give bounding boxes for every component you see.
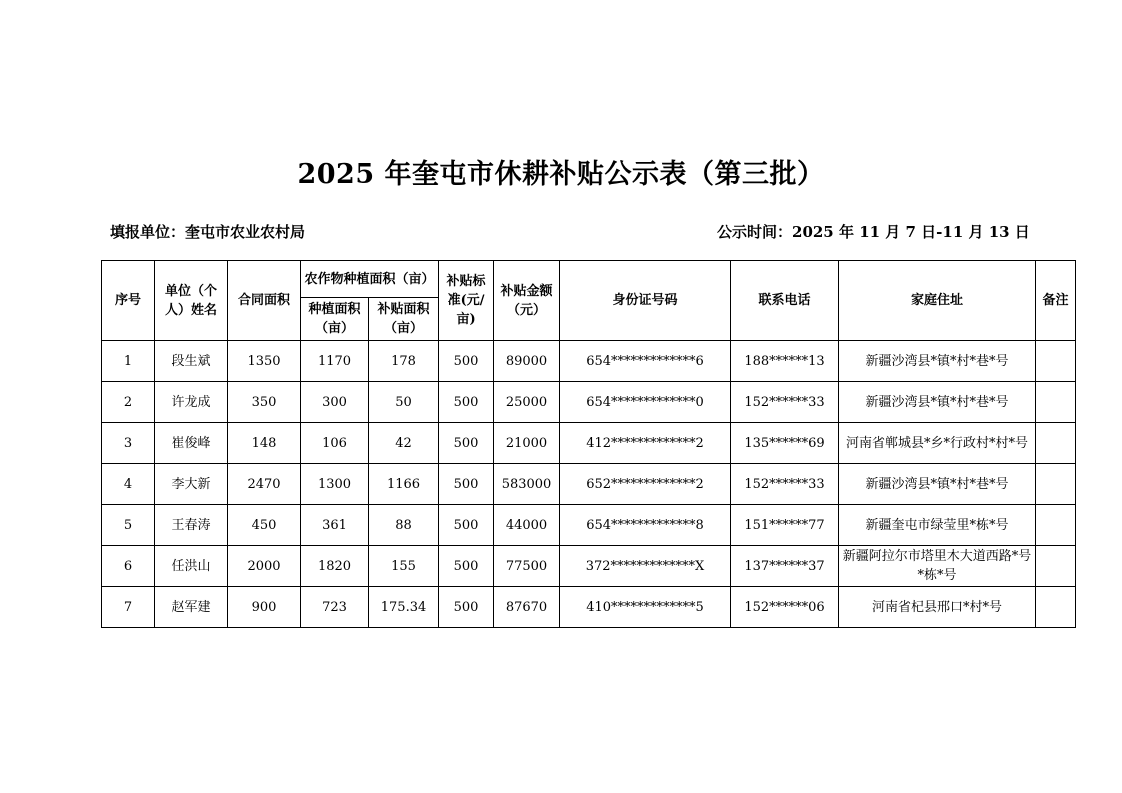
cell-plant-area: 106 [301, 423, 369, 464]
cell-phone: 152******33 [731, 464, 839, 505]
cell-note [1036, 587, 1076, 628]
cell-address: 新疆沙湾县*镇*村*巷*号 [839, 464, 1036, 505]
cell-phone: 151******77 [731, 505, 839, 546]
header-note: 备注 [1036, 261, 1076, 341]
table-row [102, 546, 1076, 587]
cell-id-no: 410*************5 [560, 587, 731, 628]
cell-contract-area: 2470 [228, 464, 301, 505]
cell-subsidy-area: 1166 [369, 464, 439, 505]
cell-name: 段生斌 [155, 341, 228, 382]
cell-amount: 77500 [494, 546, 560, 587]
table-row [102, 505, 1076, 546]
cell-standard: 500 [439, 382, 494, 423]
cell-plant-area: 1300 [301, 464, 369, 505]
cell-phone: 152******06 [731, 587, 839, 628]
cell-name: 李大新 [155, 464, 228, 505]
cell-contract-area: 900 [228, 587, 301, 628]
header-contract-area: 合同面积 [228, 261, 301, 341]
header-amount: 补贴金额（元） [494, 261, 560, 341]
header-id-no: 身份证号码 [560, 261, 731, 341]
cell-contract-area: 148 [228, 423, 301, 464]
cell-standard: 500 [439, 341, 494, 382]
cell-seq: 1 [102, 341, 155, 382]
cell-subsidy-area: 178 [369, 341, 439, 382]
header-seq: 序号 [102, 261, 155, 341]
cell-contract-area: 1350 [228, 341, 301, 382]
cell-amount: 21000 [494, 423, 560, 464]
header-name: 单位（个人）姓名 [155, 261, 228, 341]
cell-seq: 2 [102, 382, 155, 423]
cell-id-no: 652*************2 [560, 464, 731, 505]
cell-note [1036, 341, 1076, 382]
cell-name: 赵军建 [155, 587, 228, 628]
cell-plant-area: 1820 [301, 546, 369, 587]
table-body [102, 341, 1076, 628]
cell-amount: 87670 [494, 587, 560, 628]
cell-amount: 583000 [494, 464, 560, 505]
cell-amount: 44000 [494, 505, 560, 546]
cell-id-no: 412*************2 [560, 423, 731, 464]
header-address: 家庭住址 [839, 261, 1036, 341]
filler-unit: 填报单位：奎屯市农业农村局 [110, 223, 306, 241]
cell-standard: 500 [439, 464, 494, 505]
document-title: 2025 年奎屯市休耕补贴公示表（第三批） [297, 159, 825, 190]
cell-plant-area: 361 [301, 505, 369, 546]
cell-subsidy-area: 155 [369, 546, 439, 587]
cell-standard: 500 [439, 423, 494, 464]
cell-plant-area: 300 [301, 382, 369, 423]
cell-name: 许龙成 [155, 382, 228, 423]
table-row [102, 341, 1076, 382]
table-header [102, 261, 1076, 341]
cell-amount: 89000 [494, 341, 560, 382]
header-subsidy-area: 补贴面积（亩） [369, 298, 439, 341]
cell-phone: 188******13 [731, 341, 839, 382]
table-row [102, 423, 1076, 464]
cell-subsidy-area: 88 [369, 505, 439, 546]
cell-standard: 500 [439, 587, 494, 628]
cell-address: 河南省郸城县*乡*行政村*村*号 [839, 423, 1036, 464]
cell-note [1036, 382, 1076, 423]
cell-address: 新疆沙湾县*镇*村*巷*号 [839, 382, 1036, 423]
cell-name: 崔俊峰 [155, 423, 228, 464]
cell-address: 新疆奎屯市绿莹里*栋*号 [839, 505, 1036, 546]
header-crop-area-group: 农作物种植面积（亩） [301, 261, 439, 298]
cell-id-no: 654*************6 [560, 341, 731, 382]
table-row [102, 382, 1076, 423]
table-row [102, 464, 1076, 505]
cell-note [1036, 464, 1076, 505]
cell-subsidy-area: 42 [369, 423, 439, 464]
header-standard: 补贴标准(元/亩) [439, 261, 494, 341]
cell-note [1036, 423, 1076, 464]
table-row [102, 587, 1076, 628]
cell-seq: 3 [102, 423, 155, 464]
cell-name: 王春涛 [155, 505, 228, 546]
cell-address: 新疆沙湾县*镇*村*巷*号 [839, 341, 1036, 382]
cell-phone: 135******69 [731, 423, 839, 464]
cell-seq: 7 [102, 587, 155, 628]
cell-address: 新疆阿拉尔市塔里木大道西路*号*栋*号 [839, 546, 1036, 587]
cell-standard: 500 [439, 546, 494, 587]
header-phone: 联系电话 [731, 261, 839, 341]
cell-id-no: 372*************X [560, 546, 731, 587]
cell-contract-area: 2000 [228, 546, 301, 587]
publish-time: 公示时间：2025 年 11 月 7 日-11 月 13 日 [717, 223, 1030, 241]
cell-seq: 4 [102, 464, 155, 505]
cell-address: 河南省杞县邢口*村*号 [839, 587, 1036, 628]
cell-phone: 137******37 [731, 546, 839, 587]
cell-plant-area: 723 [301, 587, 369, 628]
cell-note [1036, 505, 1076, 546]
cell-standard: 500 [439, 505, 494, 546]
header-plant-area: 种植面积（亩） [301, 298, 369, 341]
cell-phone: 152******33 [731, 382, 839, 423]
subsidy-table [101, 260, 1076, 628]
cell-id-no: 654*************0 [560, 382, 731, 423]
cell-id-no: 654*************8 [560, 505, 731, 546]
cell-seq: 6 [102, 546, 155, 587]
cell-seq: 5 [102, 505, 155, 546]
cell-name: 任洪山 [155, 546, 228, 587]
cell-subsidy-area: 50 [369, 382, 439, 423]
cell-contract-area: 350 [228, 382, 301, 423]
cell-amount: 25000 [494, 382, 560, 423]
cell-subsidy-area: 175.34 [369, 587, 439, 628]
cell-contract-area: 450 [228, 505, 301, 546]
cell-note [1036, 546, 1076, 587]
cell-plant-area: 1170 [301, 341, 369, 382]
